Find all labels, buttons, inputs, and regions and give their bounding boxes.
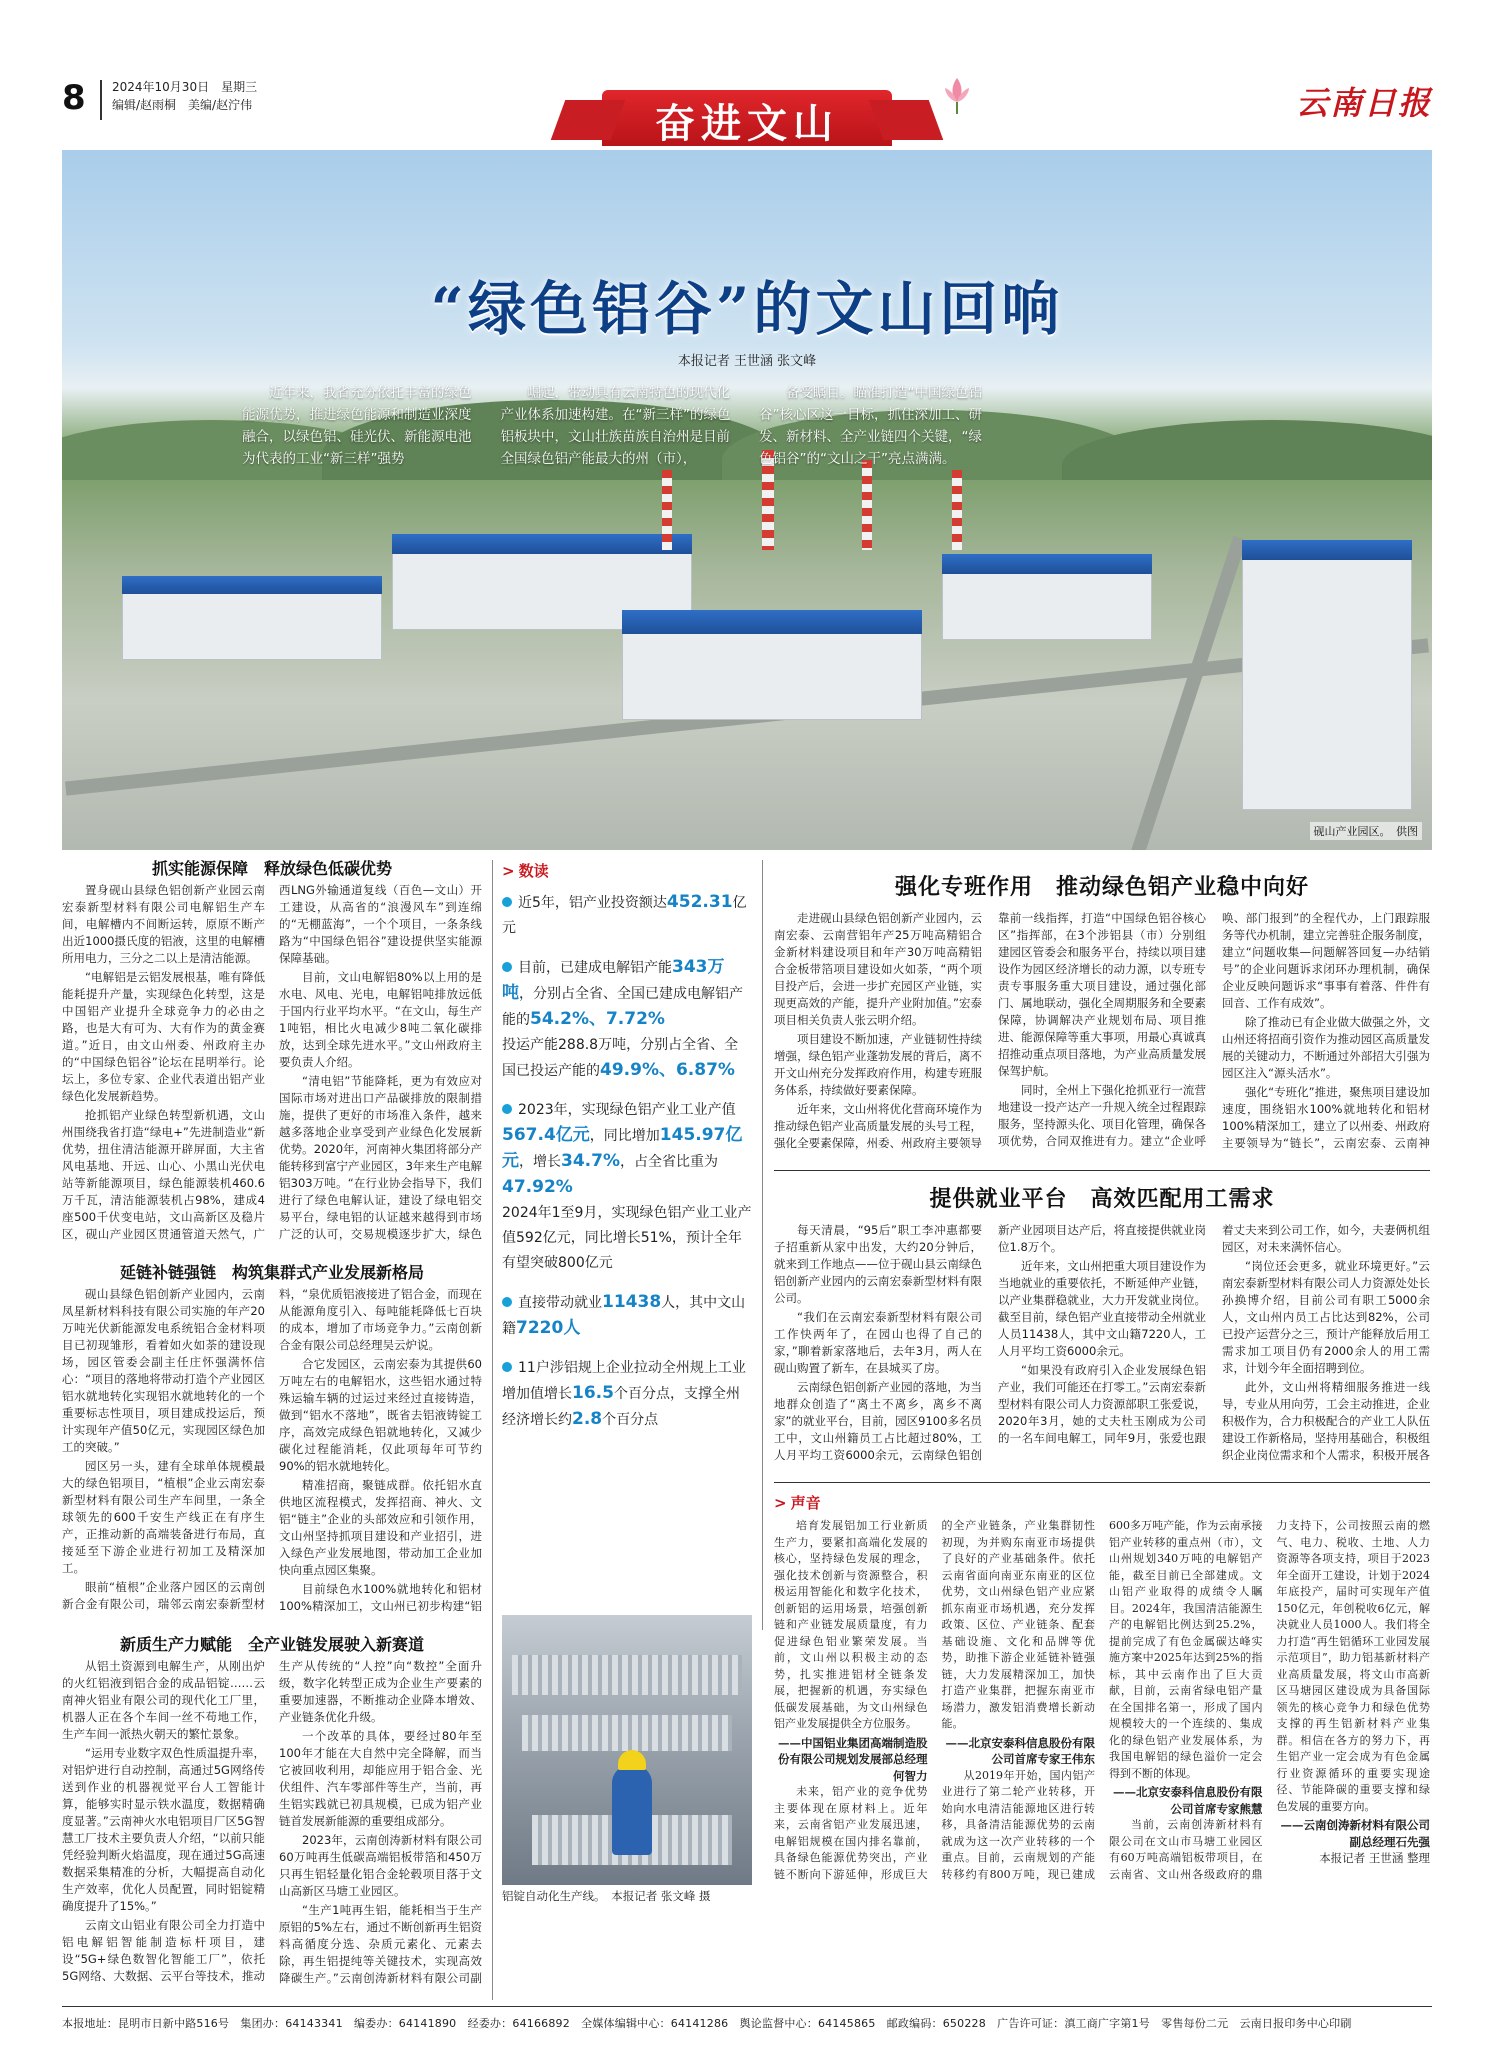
- section-divider: [774, 1482, 1430, 1483]
- paragraph: 园区另一头，建有全球单体规模最大的绿色铝项目，“植根”企业云南宏泰新型材料有限公司生产车间里，一条全球领先的600千安生产线正在有序生产，正推动新的高端装备进行布局，直接延至下游企业进行初加工及精深加工。: [62, 1459, 265, 1575]
- paragraph: 精准招商，聚链成群。依托铝水直供地区流程模式，发挥招商、神火、文铝“链主”企业的头部效应和引领作用，文山州坚持抓项目建设和产业招引，进入绿色产业发展地图，带动加工企业加快向重点园区集聚。: [279, 1478, 482, 1577]
- newspaper-page: [62, 70, 1432, 2030]
- paragraph: 砚山县绿色铝创新产业园内，云南凤星新材料科技有限公司实施的年产20万吨光伏新能源发电系统铝合金材料项目已初现雏形，看着如火如荼的建设现场，园区管委会副主任庄怀强满怀信心：“项目的落地将带动打造个产业园区铝水就地转化实现铝水就地转化的一个重要标志性项目，项目建成投运后，预计实现年产值50亿元，实现园区绿色加工的突破。”: [62, 1287, 265, 1454]
- lotus-icon: [942, 74, 972, 114]
- factory-building: [122, 590, 382, 660]
- paragraph: 从铝土资源到电解生产，从刚出炉的火红铝液到铝合金的成品铝锭……云南神火铝业有限公司的现代化工厂里，机器人正在各个车间一丝不苟地工作，生产车间一派热火朝天的繁忙景象。: [62, 1659, 265, 1741]
- voice-column: [774, 1518, 1430, 1998]
- chimney: [662, 470, 672, 550]
- quote-source: ——北京安泰科信息股份有限公司首席专家熊慧: [1113, 1785, 1263, 1816]
- quote: 培育发展铝加工行业新质生产力，要紧扣高端化发展的核心，坚持绿色发展的理念，强化技术创新与资源整合，积极运用智能化和数字化技术，创新铝的运用场景，培强创新链和产业链发展质量度，有力促进绿色铝业繁荣发展。当前，文山州以积极主动的态势，扎实推进铝材全链条发展，把握新的机遇，夯实绿色低碳发展基础，为文山州绿色铝产业发展提供全方位服务。: [774, 1519, 928, 1730]
- byline: 本报记者 王世涵 张文峰: [677, 354, 817, 369]
- quote: 从2019年开始，国内铝产业进行了第二轮产业转移，开始向水电清洁能源地区进行转移，具备清洁能源优势的云南就成为这一次产业转移的一个重点。目前，云南规划的产能转移约有800万吨，现已建成600多万吨产能，作为云南承接铝产业转移的重点州（市），文山州规划340万吨的电解铝产能，截至目前已全部建成。文山铝产业取得的成绩令人瞩目。2024年，我国清洁能源生产的电解铝比例达到25.2%，提前完成了有色金属碳达峰实施方案中2025年达到25%的指标，其中云南作出了巨大贡献，目前，云南省绿电铝产量在全国排名第一，形成了国内规模较大的一个连续的、集成化的绿色铝产业发展体系，为我国电解铝的绿色溢价一定会得到不断的体现。: [941, 1519, 1263, 1881]
- dateline: [112, 78, 257, 114]
- paragraph: 目前，文山电解铝80%以上用的是水电、风电、光电，电解铝吨排放远低于国内行业平均水平。“在文山，每生产1吨铝，相比火电减少8吨二氧化碳排放，达到全球先进水平。”文山州政府主要负责人介绍。: [279, 970, 482, 1069]
- factory-roof: [622, 610, 922, 634]
- paragraph: 2023年，云南创涛新材料有限公司60万吨再生低碳高端铝板带箔和450万只再生铝轻量化铝合金轮毂项目落于文山高新区马塘工业园区。: [279, 1833, 482, 1898]
- data-item: 11户涉铝规上企业拉动全州规上工业增加值增长16.5个百分点，支撑全州经济增长约2.8个百分点: [502, 1360, 746, 1429]
- paragraph: 强化“专班化”推进，聚焦项目建设加速度，围绕铝水100%就地转化和铝材100%精深加工，建立了以州委、州政府主要领导为“链长”，云南宏泰、云南神: [1222, 1085, 1430, 1150]
- quote: 当前，云南创涛新材料有限公司在文山市马塘工业园区有60万吨高端铝板带项目，在云南省、文山州各级政府的鼎力支持下，公司按照云南的燃气、电力、税收、土地、人力资源等各项支持，项目于2023年全面开工建设，计划于2024年底投产，届时可实现年产值150亿元，年创税收6亿元，解决就业人员1000人。我们将全力打造“再生铝循环工业园发展示范项目”，助力铝基新材料产业高质量发展，将文山市高新区马塘园区建设成为具备国际领先的核心竞争力和绿色优势支撑的再生铝新材料产业集群。相信在各方的努力下，再生铝产业一定会成为有色金属行业资源循环的重要实现途径、节能降碳的重要支撑和绿色发展的重要方向。: [1109, 1519, 1430, 1881]
- paragraph: 近年来，文山州把重大项目建设作为当地就业的重要依托，不断延伸产业链，以产业集群稳就业，大力开发就业岗位。截至目前，绿色铝产业直接带动全州就业人员11438人，其中文山籍7220人，工人月平均工资6000余元。: [998, 1259, 1206, 1358]
- section-heading: 抓实能源保障 释放绿色低碳优势: [151, 859, 392, 878]
- paragraph: 每天清晨，“95后”职工李冲惠都要子招重新从家中出发，大约20分钟后，就来到工作地点——位于砚山县云南绿色铝创新产业园内的云南宏泰新型材料有限公司。: [774, 1223, 982, 1305]
- quote: 未来，铝产业的竞争优势主要体现在原材料上。近年来，云南省铝产业发展迅速，电解铝规模在国内排名靠前，具备绿色能源优势突出，产业链不断向下游延伸，形成巨大的全产业链条，产业集群韧性初现，为并购东南亚市场提供了良好的产业基础条件。依托云南省面向南亚东南亚的区位优势，文山州绿色铝产业应紧抓东南亚市场机遇，充分发挥政策、区位、产业链条、配套基础设施、文化和品牌等优势，助推下游企业延链补链强链，大力发展精深加工，加快打造产业集群，把握东南亚市场潜力，激发铝消费增长新动能。: [774, 1519, 1095, 1881]
- quote-source: ——云南创涛新材料有限公司副总经理石先强: [1280, 1818, 1430, 1849]
- data-item: 2023年，实现绿色铝产业工业产值567.4亿元，同比增加145.97亿元，增长34.7%，占全省比重为47.92% 2024年1至9月，实现绿色铝产业工业产值592亿元，同比增长51%，预计全年有望突破800亿元: [502, 1102, 752, 1271]
- paragraph: 置身砚山县绿色铝创新产业园云南宏泰新型材料有限公司电解铝生产车间，电解槽内不间断运转，原原不断产出近1000摄氏度的铝液，这里的电解槽所用电力，三分之二以上是清洁能源。: [62, 883, 265, 965]
- column-title: 奋进文山: [655, 100, 839, 147]
- factory-roof: [392, 534, 692, 554]
- factory-roof: [122, 576, 382, 594]
- bullet-dot-icon: [502, 1104, 512, 1114]
- issue-date: 2024年10月30日 星期三: [112, 80, 258, 94]
- hero-photo: [62, 150, 1432, 850]
- column-divider: [492, 860, 493, 2000]
- intro-paragraph: 崛起，带动具有云南特色的现代化产业体系加速构建。在“新三样”的绿色铝板块中，文山壮族苗族自治州是目前全国绿色铝产能最大的州（市），: [500, 385, 731, 467]
- paragraph: 目前绿色水100%就地转化和铝材100%精深加工，文山州已初步构建“铝: [279, 1582, 482, 1613]
- paragraph: 走进砚山县绿色铝创新产业园内，云南宏泰、云南营铝年产25万吨高精铝合金新材料建设项目和年产30万吨高精铝合金板带箔项目建设如火如荼，“两个项目投产后，会进一步扩充园区产业链，实现更高效的产能，提升产业附加值。”宏泰项目相关负责人张云明介绍。: [774, 911, 982, 1027]
- bullet-dot-icon: [502, 1297, 512, 1307]
- intro-paragraph: 近年来，我省充分依托丰富的绿色能源优势，推进绿色能源和制造业深度融合，以绿色铝、硅光伏、新能源电池为代表的工业“新三样”强势: [242, 385, 472, 467]
- paragraph: “电解铝是云铝发展根基，唯有降低能耗提升产量，实现绿色化转型，这是中国铝产业提升全球竞争力的必由之路，也是大有可为、大有作为的黄金赛道。”近日，由文山州委、州政府主办的“中国绿色铝谷”论坛在昆明举行。论坛上，多位专家、企业代表道出铝产业绿色化发展新趋势。: [62, 970, 265, 1103]
- section-heading: 新质生产力赋能 全产业链发展驶入新赛道: [119, 1635, 424, 1654]
- section-heading: 提供就业平台 高效匹配用工需求: [929, 1187, 1275, 1212]
- signature: 本报记者 王世涵 整理: [1319, 1851, 1430, 1865]
- footer-divider: [62, 2006, 1432, 2007]
- factory-building: [942, 570, 1152, 640]
- factory-roof: [1242, 540, 1412, 560]
- paragraph: 云南文山铝业有限公司全力打造中铝电解铝智能制造标杆项目，建设“5G+绿色数智化智能工厂”，依托5G网络、大数据、云平台等技术，推动生产从传统的“人控”向“数控”全面升级，数字化转型正成为企业生产要素的重要加速器，不断推动企业降本增效、产业链条优化升级。: [62, 1659, 482, 1983]
- column-divider: [762, 860, 763, 1630]
- paragraph: “如果没有政府引入企业发展绿色铝产业，我们可能还在打零工。”云南宏泰新型材料有限公司人力资源部职工张爱说，2020年3月，她的丈夫杜玉刚成为公司的一名车间电解工，同年9月，张爱也跟着丈夫来到公司工作，如今，夫妻俩机组园区，对未来满怀信心。: [998, 1223, 1430, 1445]
- data-item: 直接带动就业11438人，其中文山籍7220人: [502, 1292, 746, 1338]
- paragraph: 同时，全州上下强化抢抓亚行一流营地建设一投产达产一升规入统全过程跟踪服务，坚持源头化、项目化管理，确保各项优势，合同双推进有力。建立“企业呼唤、部门报到”的全程代办，上门跟踪服务等代办机制，建立完善驻企服务制度，建立“问题收集—问题解答回复—办结销号”的企业问题诉求闭环办理机制，确保企业反映问题诉求“事事有着落、件件有回音、工作有成效”。: [998, 911, 1430, 1148]
- ingot-rack: [522, 1715, 732, 1751]
- footer: 本报地址：昆明市日新中路516号 集团办：64143341 编委办：64141890 经委办：64166892 全媒体编辑中心：64141286 舆论监督中心：64145865 邮政编码：650228 广告许可证：滇工商广字第1号 零售每份二元 云南日报印务中心印刷: [62, 2017, 1352, 2030]
- article-column: [62, 1658, 482, 1998]
- factory-building: [1242, 550, 1412, 810]
- paragraph: 近年来，文山州将优化营商环境作为推动绿色铝产业高质量发展的头号工程，强化全要素保障，州委、州政府主要领导靠前一线指挥，打造“中国绿色铝谷核心区”指挥部，在3个涉铝县（市）分别组建园区管委会和服务平台，持续以项目建设作为园区经济增长的动力源，以专班专责专事服务重大项目建设，通过强化部门、属地联动，强化全周期服务和全要素保障，协调解决产业规划布局、项目推进、能源保障等重大事项，用最心真诚真招推动重点项目落地，为产业高质量发展保驾护航。: [774, 911, 1206, 1150]
- paragraph: “运用专业数字双色性质温提升率，对铝炉进行自动控制，高通过5G网络传送到作业的机器视觉平台人工智能计算，能够实时显示铁水温度，数据精确度显著。”云南神火水电铝项目厂区5G智慧工厂技术主要负责人介绍，“以前只能凭经验判断火焰温度，现在通过5G高速数据采集精准的分析，大幅提高自动化生产效率，优化人员配置，同时铝锭精确度提升了15%。”: [62, 1746, 265, 1913]
- production-line-photo: [502, 1615, 752, 1885]
- paragraph: 除了推动已有企业做大做强之外，文山州还将招商引资作为推动园区高质量发展的关键动力，不断通过外部招大引强为园区注入“源头活水”。: [1222, 1015, 1430, 1080]
- quote-source: ——北京安泰科信息股份有限公司首席专家王伟东: [945, 1735, 1095, 1766]
- data-item: 目前，已建成电解铝产能343万吨，分别占全省、全国已建成电解铝产能的54.2%、7.72% 投运产能288.8万吨，分别占全省、全国已投运产能的49.9%、6.87%: [502, 957, 743, 1080]
- column-banner: [602, 72, 892, 146]
- intro-paragraph: 备受瞩目。瞄准打造“中国绿色铝谷”核心区这一目标，抓住深加工、研发、新材料、全产业链四个关键，“绿色铝谷”的“文山之干”亮点满满。: [759, 385, 982, 467]
- data-read-panel: [502, 890, 752, 1670]
- chimney: [952, 470, 962, 550]
- bullet-dot-icon: [502, 962, 512, 972]
- paragraph: “岗位还会更多，就业环境更好。”云南宏泰新型材料有限公司人力资源处处长孙换博介绍，目前公司有职工5000余人，文山州内员工占比达到82%，公司已投产运营分之三，预计产能释放后用工需求加工项目仍有2000余人的用工需求，计划今年全面招聘到位。: [1222, 1259, 1430, 1375]
- paragraph: 项目建设不断加速，产业链韧性持续增强，绿色铝产业蓬勃发展的背后，离不开文山州充分发挥政府作用，构建专班服务体系，持续做好要素保障。: [774, 1032, 982, 1097]
- paragraph: “清电铝”节能降耗，更为有效应对国际市场对进出口产品碳排放的限制措施，提供了更好的市场准入条件，越来越多落地企业享受到产业绿色化发展新优势。2020年，河南神火集团将部分产能转移到富宁产业园区，3年来生产电解铝303万吨。“在行业协会指导下，我们进行了绿色电解认证，建设了绿电铝交易平台，绿电铝的认证越来越得到市场广泛的认可，交易规模逐步扩大，绿色: [279, 1074, 482, 1241]
- paragraph: 合它发园区，云南宏泰为其提供60万吨左右的电解铝水，这些铝水通过特殊运输车辆的过运过来经过直接铸造，做到“铝水不落地”，既省去铝液铸锭工序，高效完成绿色铝就地转化，又减少碳化过程能消耗，仅此项每年可节约90%的铝水就地转化。: [279, 1357, 482, 1473]
- chevron-right-icon: >: [774, 1494, 787, 1512]
- paragraph: “生产1吨再生铝，能耗相当于生产原铝的5%左右，通过不断创新再生铝资料高循度分选、杂质元素化、元素去除，再生铝提纯等关键技术，实现高效降碳生产。”云南创涛新材料有限公司副: [279, 1903, 482, 1985]
- chimney: [862, 460, 872, 550]
- quote-source: ——中国铝业集团高端制造股份有限公司规划发展部总经理何智力: [778, 1735, 928, 1783]
- intro-text: [242, 382, 1252, 470]
- bullet-dot-icon: [502, 897, 512, 907]
- chevron-right-icon: >: [502, 862, 515, 880]
- paragraph: 眼前“植根”企业落户园区的云南创新合金有限公司，瑞邻云南宏泰新型材料，“泉优质铝液接进了铝合金，而现在从能源角度引入、每吨能耗降低七百块的成本，增加了市场竞争力。”云南创新合金有限公司总经理吴云炉说。: [62, 1287, 482, 1611]
- paragraph: 一个改革的具体，要经过80年至100年才能在大自然中完全降解，而当它被回收利用，却能应用于铝合金、光伏组件、汽车零部件等生产，当前，再生铝实践就已初具规模，已成为铝产业链首发展新能源的重要组成部分。: [279, 1729, 482, 1828]
- factory-building: [622, 630, 922, 720]
- bullet-dot-icon: [502, 1362, 512, 1372]
- section-heading: 延链补链强链 构筑集群式产业发展新格局: [119, 1263, 424, 1282]
- paper-logo: 云南日报: [1295, 84, 1432, 122]
- voice-tag: [774, 1492, 821, 1513]
- worker-figure: [612, 1765, 652, 1855]
- article-column: [774, 910, 1430, 1160]
- page-number: 8: [62, 78, 86, 118]
- headline: “绿色铝谷”的文山回响: [430, 275, 1064, 343]
- intro-paragraph: [1018, 382, 1253, 470]
- paragraph: 云南绿色铝创新产业园的落地，为当地群众创造了“离土不离乡，离乡不离家”的就业平台，目前，园区9100多名员工中，文山州籍员工占比超过80%，工人月平均工资6000余元，云南绿色铝创新产业园项目达产后，将直接提供就业岗位1.8万个。: [774, 1223, 1206, 1462]
- paragraph: 抢抓铝产业绿色转型新机遇，文山州围绕我省打造“绿电+”先进制造业“新优势，扭住清洁能源开辟屏面，大主省风电基地、开远、山心、小黑山光伏电站等新能源项目，绿色能源装机460.6万千瓦，清洁能源装机占98%，建成4座500千伏变电站，文山高新区及稳片区，砚山产业园区贯通管道天然气，广西LNG外输通道复线（百色—文山）开工建设，从高省的“浪漫风车”到连绵的“无棚蓝海”，一个个项目，一条条线路为“中国绿色铝谷”建设提供坚实能源保障基础。: [62, 883, 482, 1241]
- paragraph: 此外，文山州将精细服务推进一线导，专业从用向劳，工会主动推进，企业积极作为，合力积极配合的产业工人队伍建设工作新格局，坚持用基础合，积极组织企业岗位需求和个人需求，积极开展各: [1222, 1380, 1430, 1462]
- article-column: [62, 882, 482, 1252]
- data-read-tag: [502, 860, 549, 881]
- hero-caption: 砚山产业园区。 供图: [1310, 822, 1423, 840]
- ingot-rack: [512, 1655, 742, 1695]
- helmet-shape: [618, 1750, 646, 1770]
- article-column: [62, 1286, 482, 1626]
- paragraph: “我们在云南宏泰新型材料有限公司工作快两年了，在园山也得了自己的家，”聊着新家落地后，去年3月，两人在砚山购置了新车，在县城买了房。: [774, 1310, 982, 1375]
- voice-label: 声音: [790, 1494, 821, 1512]
- section-heading: 强化专班作用 推动绿色铝产业稳中向好: [894, 875, 1309, 900]
- page-number-divider: [100, 80, 102, 120]
- article-column: [774, 1222, 1430, 1472]
- factory-roof: [942, 554, 1152, 574]
- editors: 编辑/赵雨桐 美编/赵泞伟: [112, 98, 253, 112]
- masthead: [62, 70, 1432, 148]
- data-item: 近5年，铝产业投资额达452.31亿元: [502, 892, 747, 936]
- photo-caption: 铝锭自动化生产线。 本报记者 张文峰 摄: [502, 1889, 711, 1903]
- data-read-label: 数读: [518, 862, 549, 880]
- section-divider: [774, 1170, 1430, 1171]
